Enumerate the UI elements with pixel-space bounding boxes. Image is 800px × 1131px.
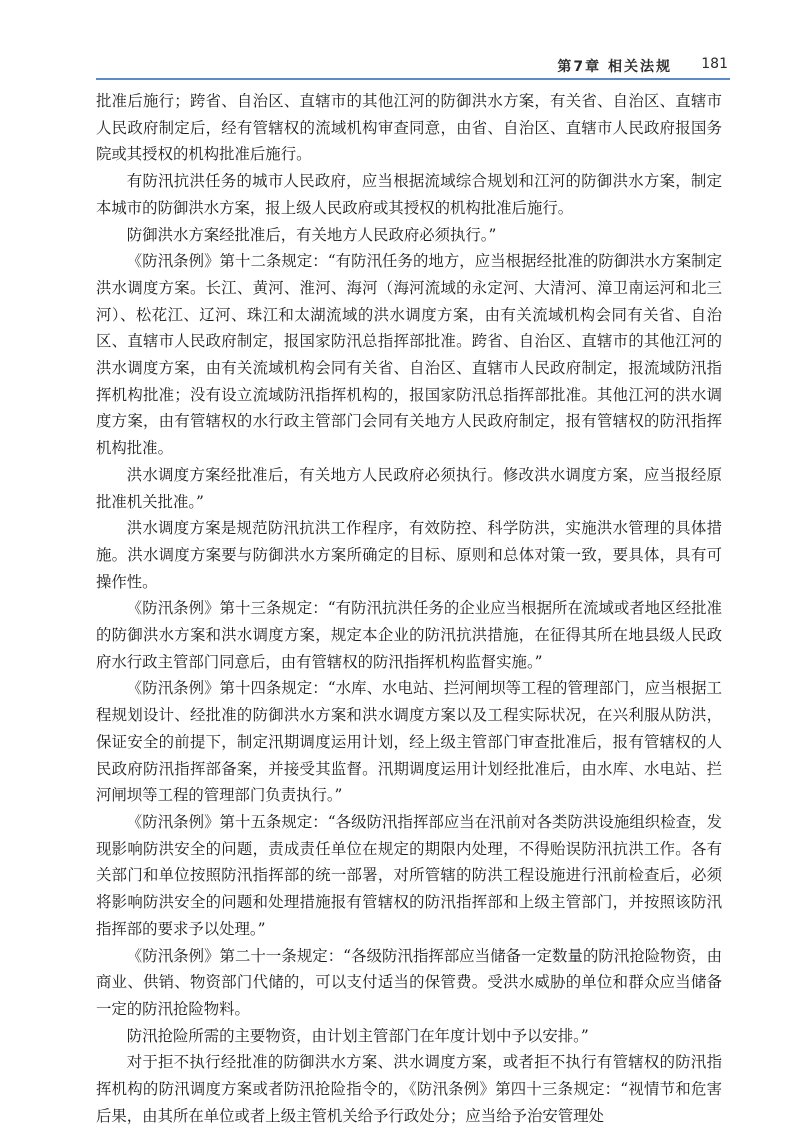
paragraph-6: 洪水调度方案是规范防汛抗洪工作程序，有效防控、科学防洪，实施洪水管理的具体措施。洪水调度方案要与防御洪水方案所确定的目标、原则和总体对策一致，要具体，具有可操作性。 xyxy=(96,519,722,591)
paragraph-7: 《防汛条例》第十三条规定：“有防汛抗洪任务的企业应当根据所在流域或者地区经批准的防御洪水方案和洪水调度方案，规定本企业的防汛抗洪措施，在征得其所在地县级人民政府水行政主管部门同意后，由有管辖权的防汛指挥机构监督实施。” xyxy=(96,599,722,671)
paragraph-3: 防御洪水方案经批准后，有关地方人民政府必须执行。” xyxy=(126,225,497,244)
paragraph-2: 有防汛抗洪任务的城市人民政府，应当根据流域综合规划和江河的防御洪水方案，制定本城市的防御洪水方案，报上级人民政府或其授权的机构批准后施行。 xyxy=(96,172,722,217)
paragraph-1: 批准后施行；跨省、自治区、直辖市的其他江河的防御洪水方案，有关省、自治区、直辖市人民政府制定后，经有管辖权的流域机构审查同意，由省、自治区、直辖市人民政府报国务院或其授权的机构批准后施行。 xyxy=(96,92,722,164)
paragraph-5: 洪水调度方案经批准后，有关地方人民政府必须执行。修改洪水调度方案，应当报经原批准机关批准。” xyxy=(96,465,722,511)
chapter-title: 第7章 相关法规 xyxy=(557,59,672,75)
running-header xyxy=(96,52,730,80)
paragraph-12: 对于拒不执行经批准的防御洪水方案、洪水调度方案，或者拒不执行有管辖权的防汛指挥机构的防汛调度方案或者防汛抢险指令的，《防汛条例》第四十三条规定：“视情节和危害后果，由其所在单位或者上级主管机关给予行政处分；应当给予治安管理处 xyxy=(96,1053,722,1125)
page-number: 181 xyxy=(701,56,728,72)
paragraph-10: 《防汛条例》第二十一条规定：“各级防汛指挥部应当储备一定数量的防汛抢险物资，由商业、供销、物资部门代储的，可以支付适当的保管费。受洪水威胁的单位和群众应当储备一定的防汛抢险物料。 xyxy=(96,946,722,1018)
paragraph-11: 防汛抢险所需的主要物资，由计划主管部门在年度计划中予以安排。” xyxy=(126,1026,589,1045)
body-text xyxy=(96,88,722,1129)
paragraph-4: 《防汛条例》第十二条规定：“有防汛任务的地方，应当根据经批准的防御洪水方案制定洪水调度方案。长江、黄河、淮河、海河（海河流域的永定河、大清河、漳卫南运河和北三河）、松花江、辽河、珠江和太湖流域的洪水调度方案，由有关流域机构会同有关省、自治区、直辖市人民政府制定，报国家防汛总指挥部批准。跨省、自治区、直辖市的其他江河的洪水调度方案，由有关流域机构会同有关省、自治区、直辖市人民政府制定，报流域防汛指挥机构批准；没有设立流域防汛指挥机构的，报国家防汛总指挥部批准。其他江河的洪水调度方案，由有管辖权的水行政主管部门会同有关地方人民政府制定，报有管辖权的防汛指挥机构批准。 xyxy=(96,252,722,458)
paragraph-8: 《防汛条例》第十四条规定：“水库、水电站、拦河闸坝等工程的管理部门，应当根据工程规划设计、经批准的防御洪水方案和洪水调度方案以及工程实际状况，在兴利服从防洪，保证安全的前提下，制定汛期调度运用计划，经上级主管部门审查批准后，报有管辖权的人民政府防汛指挥部备案，并接受其监督。汛期调度运用计划经批准后，由水库、水电站、拦河闸坝等工程的管理部门负责执行。” xyxy=(96,679,722,805)
paragraph-9: 《防汛条例》第十五条规定：“各级防汛指挥部应当在汛前对各类防洪设施组织检查，发现影响防洪安全的问题，责成责任单位在规定的期限内处理，不得贻误防汛抗洪工作。各有关部门和单位按照防汛指挥部的统一部署，对所管辖的防洪工程设施进行汛前检查后，必须将影响防洪安全的问题和处理措施报有管辖权的防汛指挥部和上级主管部门，并按照该防汛指挥部的要求予以处理。” xyxy=(96,812,722,938)
